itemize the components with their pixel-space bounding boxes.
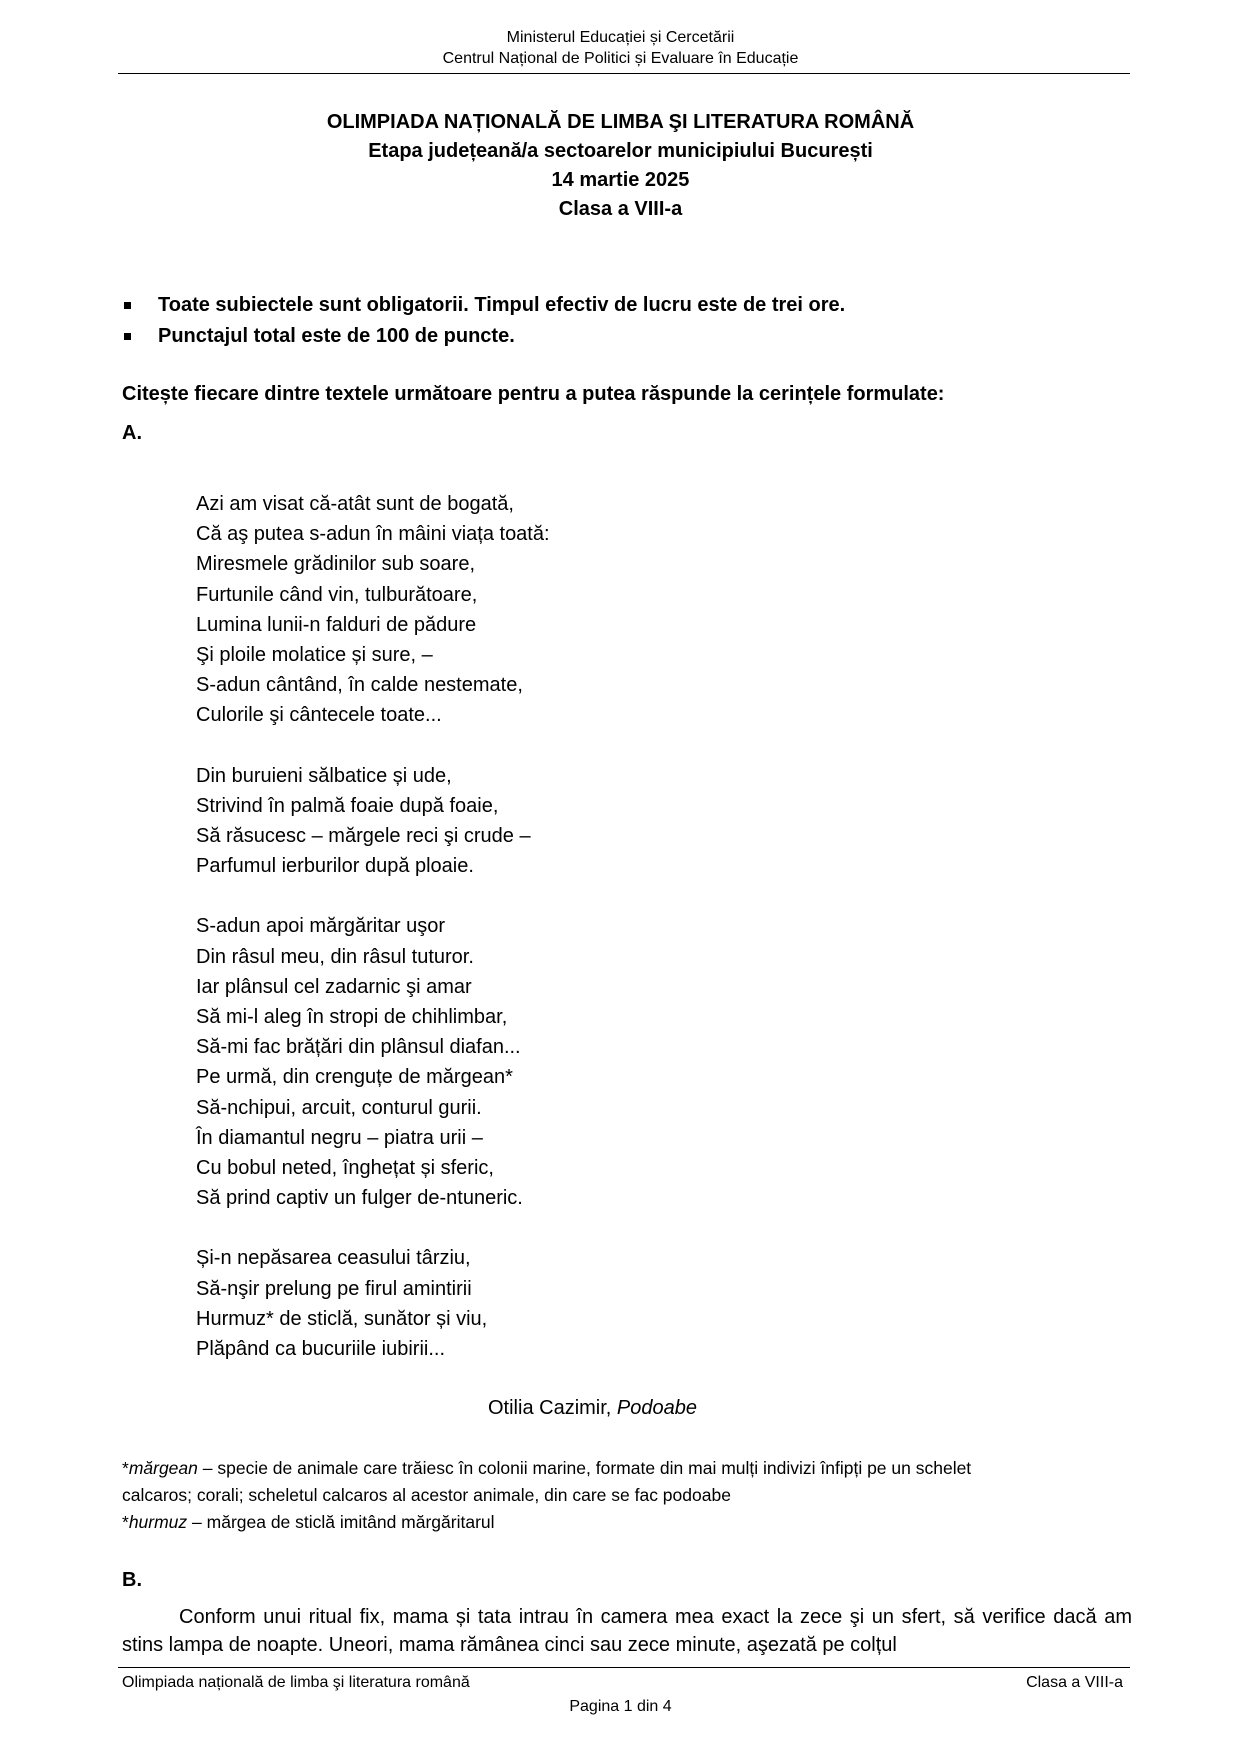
poem-verse: Și-n nepăsarea ceasului târziu,: [196, 1247, 471, 1270]
poem-verse: Miresmele grădinilor sub soare,: [196, 553, 476, 576]
poem-verse: Hurmuz* de sticlă, sunător și viu,: [196, 1307, 488, 1330]
section-b-text: Conform unui ritual fix, mama și tata intrau în camera mea exact la zece şi un sfert, să verifice dacă am stins lampa de noapte. Uneori, mama rămânea cinci sau zece minute, aşezată pe colțul: [122, 1606, 1132, 1656]
exam-stage: Etapa județeană/a sectoarelor municipiului București: [368, 140, 873, 162]
header-ministry: Ministerul Educației și Cercetării: [506, 29, 735, 46]
poem-attribution: [488, 1394, 697, 1422]
footer-grade: Clasa a VIII-a: [1026, 1674, 1123, 1691]
poem-verse: Din buruieni sălbatice și ude,: [196, 764, 452, 787]
exam-grade: Clasa a VIII-a: [558, 198, 683, 220]
poem-verse: Culorile şi cântecele toate...: [196, 704, 442, 727]
poem-verse: Să prind captiv un fulger de-ntuneric.: [196, 1187, 523, 1210]
poem: [196, 489, 996, 1394]
section-b-label: B.: [122, 1569, 142, 1591]
poem-verse: S-adun cântând, în calde nestemate,: [196, 674, 523, 697]
poem-verse: Parfumul ierburilor după ploaie.: [196, 855, 474, 878]
poem-verse: Iar plânsul cel zadarnic şi amar: [196, 975, 472, 998]
glossary-notes: [122, 1455, 1134, 1536]
poem-verse: Furtunile când vin, tulburătoare,: [196, 583, 478, 606]
reading-instruction: Citește fiecare dintre textele următoare pentru a putea răspunde la cerințele formulate:: [122, 383, 945, 405]
poem-verse: Strivind în palmă foaie după foaie,: [196, 794, 499, 817]
exam-title-block: [0, 108, 1241, 224]
poem-verse: Şi ploile molatice și sure, –: [196, 644, 433, 667]
document-header: [0, 27, 1241, 69]
poem-verse: S-adun apoi mărgăritar uşor: [196, 915, 446, 938]
poem-verse: Să-mi fac brățări din plânsul diafan...: [196, 1036, 521, 1059]
poem-verse: Plăpând ca bucuriile iubirii...: [196, 1338, 446, 1361]
square-bullet-icon: [124, 302, 131, 309]
glossary-note-continuation: calcaros; corali; scheletul calcaros al acestor animale, din care se fac podoabe: [122, 1485, 731, 1505]
poem-work-title: Podoabe: [616, 1397, 697, 1419]
poem-stanza: [196, 489, 996, 731]
rule-text: Toate subiectele sunt obligatorii. Timpul efectiv de lucru este de trei ore.: [158, 294, 846, 316]
poem-verse: Să-nchipui, arcuit, conturul gurii.: [196, 1096, 482, 1119]
glossary-term: mărgean: [128, 1458, 198, 1478]
rule-item: [122, 290, 1122, 321]
poem-stanza: [196, 761, 996, 882]
glossary-definition: – specie de animale care trăiesc în colonii marine, formate din mai mulți indivizi înfipți pe un schelet: [197, 1458, 972, 1478]
exam-rules-list: [122, 290, 1122, 352]
section-a-label: A.: [122, 422, 142, 444]
poem-stanza: [196, 911, 996, 1213]
poem-verse: Azi am visat că-atât sunt de bogată,: [196, 493, 514, 515]
glossary-term: hurmuz: [128, 1512, 188, 1532]
poem-verse: Pe urmă, din crenguțe de mărgean*: [196, 1066, 513, 1089]
footer-olympiad-name: Olimpiada națională de limba şi literatura română: [122, 1674, 470, 1691]
poem-verse: Că aş putea s-adun în mâini viața toată:: [196, 523, 550, 546]
glossary-note: *mărgean – specie de animale care trăiesc în colonii marine, formate din mai mulți indivizi înfipți pe un schelet: [122, 1458, 972, 1478]
square-bullet-icon: [124, 333, 131, 340]
footer-divider: [118, 1667, 1130, 1668]
rule-item: [122, 321, 1122, 352]
glossary-note: *hurmuz – mărgea de sticlă imitând mărgăritarul: [122, 1512, 495, 1532]
poem-verse: În diamantul negru – piatra urii –: [196, 1126, 483, 1149]
rule-text: Punctajul total este de 100 de puncte.: [158, 325, 515, 347]
poem-verse: Cu bobul neted, înghețat și sferic,: [196, 1157, 494, 1180]
poem-verse: Lumina lunii-n falduri de pădure: [196, 613, 477, 636]
poem-author: Otilia Cazimir,: [488, 1397, 612, 1419]
poem-verse: Să mi-l aleg în stropi de chihlimbar,: [196, 1006, 508, 1029]
glossary-definition: – mărgea de sticlă imitând mărgăritarul: [187, 1512, 495, 1532]
header-center: Centrul Național de Politici și Evaluare în Educație: [442, 50, 799, 67]
poem-verse: Să-nşir prelung pe firul amintirii: [196, 1277, 472, 1300]
exam-date: 14 martie 2025: [551, 169, 690, 191]
poem-verse: Din râsul meu, din râsul tuturor.: [196, 945, 474, 968]
header-divider: [118, 73, 1130, 74]
page-number: Pagina 1 din 4: [569, 1698, 672, 1715]
poem-stanza: [196, 1243, 996, 1364]
exam-title: OLIMPIADA NAȚIONALĂ DE LIMBA ŞI LITERATURA ROMÂNĂ: [326, 111, 915, 133]
poem-verse: Să răsucesc – mărgele reci şi crude –: [196, 825, 531, 848]
